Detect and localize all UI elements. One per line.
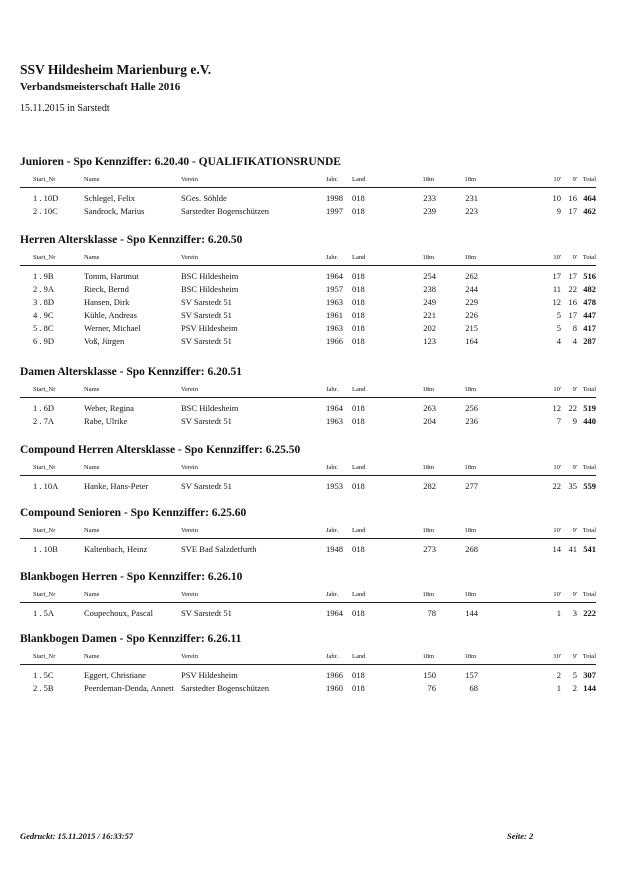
column-header-c10: 10' <box>553 653 561 660</box>
column-header-c9: 9' <box>572 176 577 183</box>
cell-total: 478 <box>583 297 596 307</box>
cell-start: 2 . 5B <box>33 683 54 693</box>
results-table <box>20 607 596 620</box>
cell-jahr: 1963 <box>326 323 343 333</box>
table-row <box>20 296 596 309</box>
column-header-s1: 18m <box>422 653 434 660</box>
cell-start: 1 . 10A <box>33 481 59 491</box>
column-header-s2: 18m <box>464 254 476 261</box>
column-header-total: Total <box>582 591 596 598</box>
column-header-total: Total <box>582 254 596 261</box>
cell-land: 018 <box>352 271 365 281</box>
header-divider <box>20 265 596 266</box>
column-header-c9: 9' <box>572 591 577 598</box>
cell-s1: 233 <box>423 193 436 203</box>
cell-name: Voß, Jürgen <box>84 336 125 346</box>
cell-name: Tomm, Hartmut <box>84 271 139 281</box>
column-header-start: Start_Nr <box>33 386 56 393</box>
cell-c10: 12 <box>552 403 561 413</box>
cell-land: 018 <box>352 544 365 554</box>
cell-total: 222 <box>583 608 596 618</box>
cell-s2: 157 <box>465 670 478 680</box>
table-row <box>20 270 596 283</box>
cell-c10: 12 <box>552 297 561 307</box>
header-divider <box>20 475 596 476</box>
column-header-c10: 10' <box>553 386 561 393</box>
column-header-total: Total <box>582 464 596 471</box>
column-header-row <box>20 175 596 186</box>
cell-jahr: 1953 <box>326 481 343 491</box>
cell-c9: 5 <box>572 670 577 680</box>
cell-c10: 10 <box>552 193 561 203</box>
table-row <box>20 205 596 218</box>
cell-club: SV Sarstedt 51 <box>181 416 232 426</box>
cell-s1: 263 <box>423 403 436 413</box>
cell-s2: 268 <box>465 544 478 554</box>
cell-s1: 282 <box>423 481 436 491</box>
results-table <box>20 480 596 493</box>
cell-s2: 229 <box>465 297 478 307</box>
column-header-row <box>20 253 596 264</box>
cell-c9: 17 <box>568 206 577 216</box>
page-title: SSV Hildesheim Marienburg e.V. <box>20 62 212 77</box>
cell-club: BSC Hildesheim <box>181 284 239 294</box>
cell-name: Rieck, Bernd <box>84 284 129 294</box>
cell-s2: 215 <box>465 323 478 333</box>
column-header-c10: 10' <box>553 464 561 471</box>
column-header-c10: 10' <box>553 176 561 183</box>
column-header-jahr: Jahr. <box>326 653 339 660</box>
section-title: Blankbogen Damen - Spo Kennziffer: 6.26.11 <box>20 633 242 645</box>
cell-start: 1 . 6D <box>33 403 55 413</box>
cell-land: 018 <box>352 297 365 307</box>
cell-s2: 68 <box>469 683 478 693</box>
column-header-land: Land <box>352 386 366 393</box>
cell-jahr: 1998 <box>326 193 343 203</box>
cell-start: 1 . 10D <box>33 193 59 203</box>
cell-start: 5 . 8C <box>33 323 54 333</box>
table-row <box>20 480 596 493</box>
column-header-s1: 18m <box>422 591 434 598</box>
cell-total: 417 <box>583 323 596 333</box>
cell-s1: 76 <box>427 683 436 693</box>
section-title: Blankbogen Herren - Spo Kennziffer: 6.26.10 <box>20 571 243 583</box>
cell-c10: 17 <box>552 271 561 281</box>
column-header-club: Verein <box>181 254 198 261</box>
cell-jahr: 1964 <box>326 271 343 281</box>
cell-start: 1 . 5C <box>33 670 54 680</box>
column-header-s2: 18m <box>464 591 476 598</box>
cell-c9: 16 <box>568 193 577 203</box>
cell-s2: 236 <box>465 416 478 426</box>
cell-c9: 35 <box>568 481 577 491</box>
column-header-name: Name <box>84 591 100 598</box>
event-date-place: 15.11.2015 in Sarstedt <box>20 103 110 114</box>
column-header-jahr: Jahr. <box>326 254 339 261</box>
column-header-c10: 10' <box>553 591 561 598</box>
table-row <box>20 283 596 296</box>
cell-club: BSC Hildesheim <box>181 271 239 281</box>
cell-c10: 1 <box>556 608 561 618</box>
section-title: Herren Altersklasse - Spo Kennziffer: 6.20.50 <box>20 234 243 246</box>
table-row <box>20 309 596 322</box>
cell-total: 307 <box>583 670 596 680</box>
cell-total: 519 <box>583 403 596 413</box>
cell-name: Peerdeman-Denda, Annett <box>84 683 174 693</box>
cell-s1: 78 <box>427 608 436 618</box>
results-table <box>20 270 596 348</box>
cell-c10: 2 <box>556 670 561 680</box>
cell-name: Kaltenbach, Heinz <box>84 544 148 554</box>
cell-s1: 249 <box>423 297 436 307</box>
cell-land: 018 <box>352 608 365 618</box>
section-title: Junioren - Spo Kennziffer: 6.20.40 - QUALIFIKATIONSRUNDE <box>20 156 341 168</box>
cell-name: Weber, Regina <box>84 403 134 413</box>
cell-club: SVE Bad Salzdetfurth <box>181 544 257 554</box>
cell-c9: 41 <box>568 544 577 554</box>
cell-club: PSV Hildesheim <box>181 323 238 333</box>
cell-land: 018 <box>352 323 365 333</box>
cell-s2: 226 <box>465 310 478 320</box>
cell-c9: 3 <box>572 608 577 618</box>
cell-jahr: 1961 <box>326 310 343 320</box>
column-header-jahr: Jahr. <box>326 464 339 471</box>
cell-c9: 17 <box>568 310 577 320</box>
header-divider <box>20 602 596 603</box>
column-header-start: Start_Nr <box>33 176 56 183</box>
table-row <box>20 402 596 415</box>
column-header-c9: 9' <box>572 653 577 660</box>
column-header-row <box>20 652 596 663</box>
table-row <box>20 322 596 335</box>
cell-start: 4 . 9C <box>33 310 54 320</box>
page-number: Seite: 2 <box>507 831 534 841</box>
column-header-land: Land <box>352 653 366 660</box>
cell-total: 462 <box>583 206 596 216</box>
column-header-jahr: Jahr. <box>326 527 339 534</box>
cell-s2: 244 <box>465 284 478 294</box>
cell-total: 440 <box>583 416 596 426</box>
cell-name: Hanke, Hans-Peter <box>84 481 149 491</box>
column-header-jahr: Jahr. <box>326 591 339 598</box>
cell-s2: 223 <box>465 206 478 216</box>
cell-c9: 16 <box>568 297 577 307</box>
cell-name: Rabe, Ulrike <box>84 416 128 426</box>
column-header-jahr: Jahr. <box>326 176 339 183</box>
cell-jahr: 1997 <box>326 206 343 216</box>
cell-name: Coupechoux, Pascal <box>84 608 153 618</box>
cell-c10: 9 <box>556 206 561 216</box>
column-header-name: Name <box>84 653 100 660</box>
column-header-s2: 18m <box>464 653 476 660</box>
cell-jahr: 1957 <box>326 284 343 294</box>
column-header-s1: 18m <box>422 386 434 393</box>
cell-start: 2 . 7A <box>33 416 55 426</box>
cell-total: 541 <box>583 544 596 554</box>
cell-start: 1 . 10B <box>33 544 58 554</box>
column-header-jahr: Jahr. <box>326 386 339 393</box>
cell-club: SV Sarstedt 51 <box>181 336 232 346</box>
event-title: Verbandsmeisterschaft Halle 2016 <box>20 81 181 93</box>
cell-total: 287 <box>583 336 596 346</box>
cell-jahr: 1963 <box>326 416 343 426</box>
cell-s1: 238 <box>423 284 436 294</box>
cell-name: Kühle, Andreas <box>84 310 137 320</box>
section-title: Damen Altersklasse - Spo Kennziffer: 6.20.51 <box>20 366 242 378</box>
cell-jahr: 1960 <box>326 683 343 693</box>
cell-c9: 17 <box>568 271 577 281</box>
cell-start: 1 . 9B <box>33 271 54 281</box>
cell-c10: 11 <box>552 284 561 294</box>
table-row <box>20 335 596 348</box>
column-header-start: Start_Nr <box>33 527 56 534</box>
cell-land: 018 <box>352 336 365 346</box>
cell-c10: 4 <box>556 336 561 346</box>
cell-jahr: 1966 <box>326 336 343 346</box>
column-header-c9: 9' <box>572 254 577 261</box>
cell-start: 3 . 8D <box>33 297 55 307</box>
cell-land: 018 <box>352 193 365 203</box>
cell-name: Werner, Michael <box>84 323 141 333</box>
table-row <box>20 669 596 682</box>
cell-c9: 8 <box>572 323 577 333</box>
cell-name: Eggert, Christiane <box>84 670 146 680</box>
cell-start: 2 . 10C <box>33 206 58 216</box>
cell-c9: 22 <box>568 403 577 413</box>
cell-s1: 221 <box>423 310 436 320</box>
column-header-start: Start_Nr <box>33 653 56 660</box>
column-header-club: Verein <box>181 176 198 183</box>
column-header-club: Verein <box>181 591 198 598</box>
cell-club: SV Sarstedt 51 <box>181 297 232 307</box>
column-header-s2: 18m <box>464 527 476 534</box>
results-table <box>20 669 596 695</box>
column-header-s2: 18m <box>464 464 476 471</box>
results-table <box>20 192 596 218</box>
cell-c10: 14 <box>552 544 561 554</box>
cell-s2: 262 <box>465 271 478 281</box>
cell-club: PSV Hildesheim <box>181 670 238 680</box>
column-header-s1: 18m <box>422 254 434 261</box>
column-header-club: Verein <box>181 527 198 534</box>
column-header-s1: 18m <box>422 464 434 471</box>
cell-c9: 4 <box>572 336 577 346</box>
column-header-total: Total <box>582 386 596 393</box>
cell-start: 2 . 9A <box>33 284 55 294</box>
column-header-c10: 10' <box>553 254 561 261</box>
cell-jahr: 1964 <box>326 403 343 413</box>
column-header-c9: 9' <box>572 386 577 393</box>
cell-start: 1 . 5A <box>33 608 55 618</box>
cell-s1: 273 <box>423 544 436 554</box>
cell-c10: 5 <box>556 323 561 333</box>
header-divider <box>20 664 596 665</box>
cell-c9: 22 <box>568 284 577 294</box>
table-row <box>20 415 596 428</box>
cell-club: BSC Hildesheim <box>181 403 239 413</box>
column-header-total: Total <box>582 176 596 183</box>
cell-club: Sarstedter Bogenschützen <box>181 683 270 693</box>
cell-land: 018 <box>352 310 365 320</box>
table-row <box>20 192 596 205</box>
table-row <box>20 607 596 620</box>
cell-c10: 1 <box>556 683 561 693</box>
cell-c10: 22 <box>552 481 561 491</box>
column-header-row <box>20 385 596 396</box>
cell-total: 144 <box>583 683 596 693</box>
column-header-row <box>20 526 596 537</box>
column-header-land: Land <box>352 254 366 261</box>
column-header-s1: 18m <box>422 527 434 534</box>
table-row <box>20 682 596 695</box>
cell-club: SV Sarstedt 51 <box>181 481 232 491</box>
cell-s1: 150 <box>423 670 436 680</box>
cell-total: 559 <box>583 481 596 491</box>
cell-total: 464 <box>583 193 596 203</box>
cell-land: 018 <box>352 683 365 693</box>
cell-s2: 256 <box>465 403 478 413</box>
column-header-land: Land <box>352 176 366 183</box>
cell-c10: 7 <box>556 416 561 426</box>
cell-land: 018 <box>352 670 365 680</box>
cell-s1: 202 <box>423 323 436 333</box>
cell-name: Schlegel, Felix <box>84 193 135 203</box>
cell-land: 018 <box>352 206 365 216</box>
cell-s2: 231 <box>465 193 478 203</box>
cell-jahr: 1966 <box>326 670 343 680</box>
print-timestamp: Gedruckt: 15.11.2015 / 16:33:57 <box>20 831 134 841</box>
section-title: Compound Herren Altersklasse - Spo Kennziffer: 6.25.50 <box>20 444 301 456</box>
cell-s1: 239 <box>423 206 436 216</box>
cell-club: SV Sarstedt 51 <box>181 310 232 320</box>
column-header-name: Name <box>84 464 100 471</box>
cell-total: 516 <box>583 271 596 281</box>
column-header-name: Name <box>84 527 100 534</box>
cell-jahr: 1963 <box>326 297 343 307</box>
section-title: Compound Senioren - Spo Kennziffer: 6.25.60 <box>20 507 247 519</box>
column-header-s2: 18m <box>464 176 476 183</box>
cell-s2: 277 <box>465 481 478 491</box>
cell-c9: 9 <box>572 416 577 426</box>
column-header-s1: 18m <box>422 176 434 183</box>
cell-land: 018 <box>352 416 365 426</box>
cell-club: Sarstedter Bogenschützen <box>181 206 270 216</box>
column-header-s2: 18m <box>464 386 476 393</box>
column-header-club: Verein <box>181 653 198 660</box>
cell-jahr: 1964 <box>326 608 343 618</box>
column-header-c9: 9' <box>572 527 577 534</box>
results-table <box>20 543 596 556</box>
cell-s2: 164 <box>465 336 478 346</box>
column-header-start: Start_Nr <box>33 464 56 471</box>
column-header-club: Verein <box>181 386 198 393</box>
cell-name: Sandrock, Marius <box>84 206 145 216</box>
header-divider <box>20 538 596 539</box>
header-divider <box>20 187 596 188</box>
cell-club: SV Sarstedt 51 <box>181 608 232 618</box>
column-header-c9: 9' <box>572 464 577 471</box>
column-header-land: Land <box>352 591 366 598</box>
cell-club: SGes. Söhlde <box>181 193 227 203</box>
column-header-start: Start_Nr <box>33 591 56 598</box>
column-header-land: Land <box>352 464 366 471</box>
column-header-row <box>20 463 596 474</box>
column-header-name: Name <box>84 386 100 393</box>
column-header-name: Name <box>84 176 100 183</box>
column-header-start: Start_Nr <box>33 254 56 261</box>
cell-s2: 144 <box>465 608 478 618</box>
cell-total: 447 <box>583 310 596 320</box>
column-header-total: Total <box>582 653 596 660</box>
column-header-name: Name <box>84 254 100 261</box>
column-header-land: Land <box>352 527 366 534</box>
cell-name: Hansen, Dirk <box>84 297 130 307</box>
cell-s1: 123 <box>423 336 436 346</box>
header-divider <box>20 397 596 398</box>
cell-total: 482 <box>583 284 596 294</box>
cell-land: 018 <box>352 284 365 294</box>
cell-c10: 5 <box>556 310 561 320</box>
cell-s1: 254 <box>423 271 436 281</box>
column-header-c10: 10' <box>553 527 561 534</box>
cell-start: 6 . 9D <box>33 336 55 346</box>
results-table <box>20 402 596 428</box>
cell-land: 018 <box>352 481 365 491</box>
table-row <box>20 543 596 556</box>
cell-jahr: 1948 <box>326 544 343 554</box>
cell-s1: 204 <box>423 416 436 426</box>
column-header-club: Verein <box>181 464 198 471</box>
cell-c9: 2 <box>572 683 577 693</box>
cell-land: 018 <box>352 403 365 413</box>
column-header-total: Total <box>582 527 596 534</box>
column-header-row <box>20 590 596 601</box>
